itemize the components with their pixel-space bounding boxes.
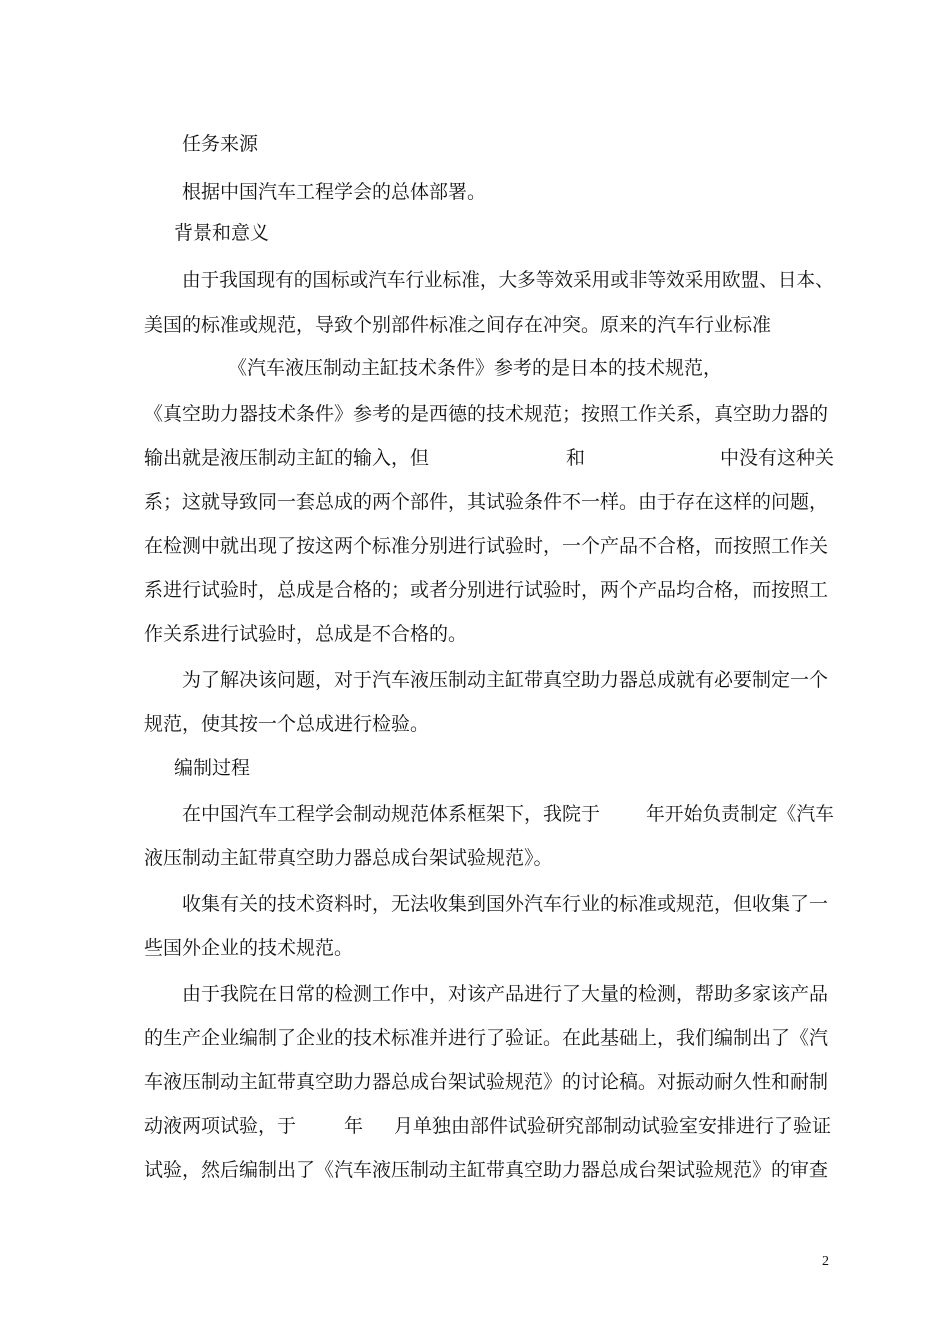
paragraph-line: 《汽车液压制动主缸技术条件》参考的是日本的技术规范， xyxy=(228,357,723,379)
paragraph-line: 作关系进行试验时，总成是不合格的。 xyxy=(144,623,468,645)
paragraph-line-fragment: 年 xyxy=(344,1115,364,1137)
paragraph-line: 由于我国现有的国标或汽车行业标准，大多等效采用或非等效采用欧盟、日本、 xyxy=(182,269,834,291)
paragraph-line: 由于我院在日常的检测工作中，对该产品进行了大量的检测，帮助多家该产品 xyxy=(182,983,829,1005)
paragraph-line: 在检测中就出现了按这两个标准分别进行试验时，一个产品不合格，而按照工作关 xyxy=(144,535,829,557)
paragraph-line: 系进行试验时，总成是合格的；或者分别进行试验时，两个产品均合格，而按照工 xyxy=(144,579,829,601)
heading-task-source: 任务来源 xyxy=(182,133,259,155)
paragraph-line-fragment: 月单独由部件试验研究部制动试验室安排进行了验证 xyxy=(394,1115,832,1137)
paragraph-line: 系；这就导致同一套总成的两个部件，其试验条件不一样。由于存在这样的问题， xyxy=(144,491,829,513)
paragraph-line: 《真空助力器技术条件》参考的是西德的技术规范；按照工作关系，真空助力器的 xyxy=(144,403,829,425)
paragraph-line-fragment: 中没有这种关 xyxy=(720,447,835,469)
paragraph-line-fragment: 和 xyxy=(566,447,586,469)
paragraph-line: 些国外企业的技术规范。 xyxy=(144,937,354,959)
heading-compilation-process: 编制过程 xyxy=(174,757,251,779)
paragraph-line: 规范，使其按一个总成进行检验。 xyxy=(144,713,430,735)
paragraph-line: 美国的标准或规范，导致个别部件标准之间存在冲突。原来的汽车行业标准 xyxy=(144,314,772,336)
paragraph-line: 根据中国汽车工程学会的总体部署。 xyxy=(182,181,487,203)
paragraph-line: 液压制动主缸带真空助力器总成台架试验规范》。 xyxy=(144,847,553,869)
paragraph-line-fragment: 在中国汽车工程学会制动规范体系框架下，我院于 xyxy=(182,803,601,825)
paragraph-line: 试验，然后编制出了《汽车液压制动主缸带真空助力器总成台架试验规范》的审查 xyxy=(144,1159,829,1181)
paragraph-line-fragment: 年开始负责制定《汽车 xyxy=(646,803,834,825)
paragraph-line: 的生产企业编制了企业的技术标准并进行了验证。在此基础上，我们编制出了《汽 xyxy=(144,1027,829,1049)
heading-background: 背景和意义 xyxy=(174,222,270,244)
paragraph-line-fragment: 输出就是液压制动主缸的输入，但 xyxy=(144,447,430,469)
paragraph-line: 为了解决该问题，对于汽车液压制动主缸带真空助力器总成就有必要制定一个 xyxy=(182,669,829,691)
paragraph-line: 收集有关的技术资料时，无法收集到国外汽车行业的标准或规范，但收集了一 xyxy=(182,893,829,915)
paragraph-line: 车液压制动主缸带真空助力器总成台架试验规范》的讨论稿。对振动耐久性和耐制 xyxy=(144,1071,829,1093)
paragraph-line-fragment: 动液两项试验，于 xyxy=(144,1115,297,1137)
page-number: 2 xyxy=(822,1254,829,1269)
